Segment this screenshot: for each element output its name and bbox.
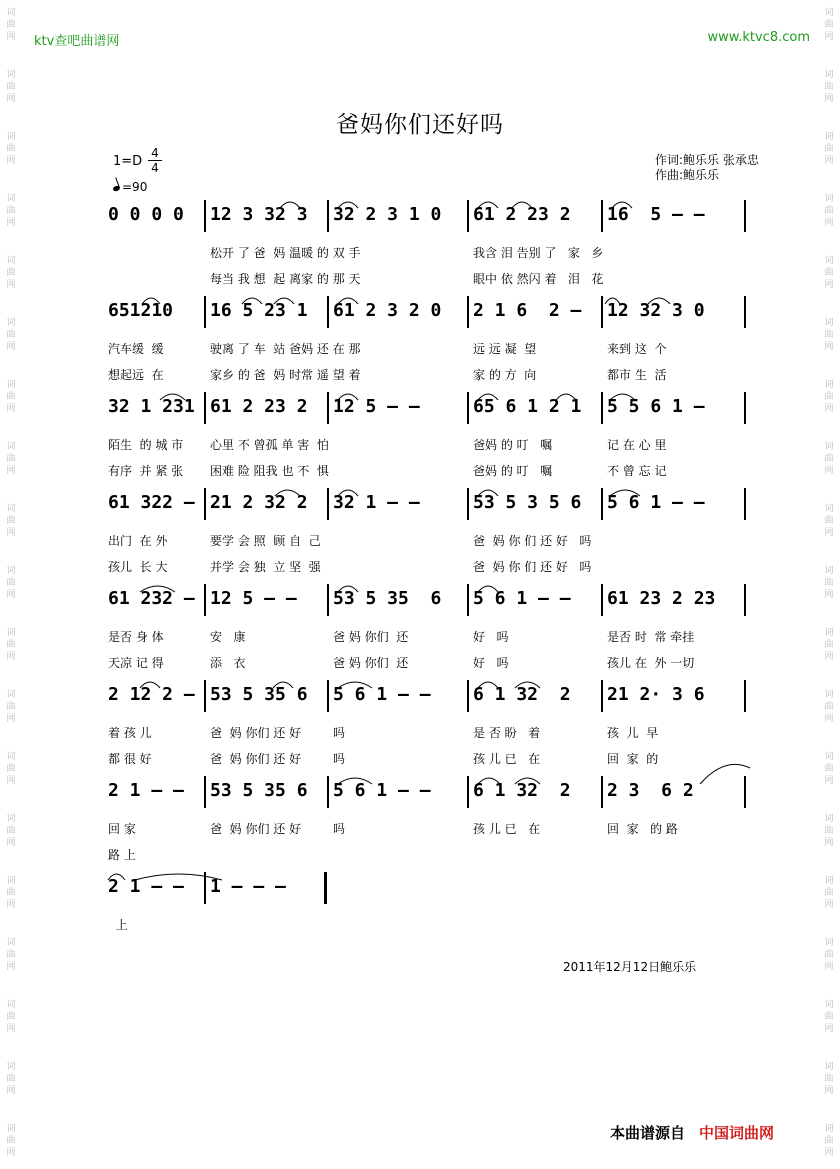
slur-arc [280,202,300,208]
watermark-char: 曲 [824,268,834,278]
watermark-char: 网 [824,962,834,972]
lyric-segment: 上 [108,918,128,932]
slur-arc [338,682,372,688]
watermark-char: 曲 [6,764,16,774]
watermark-char: 词 [6,752,16,762]
measure-notes: 32 1 231 [108,396,195,417]
watermark-char: 网 [824,94,834,104]
watermark-char: 曲 [6,144,16,154]
watermark-char: 曲 [6,206,16,216]
watermark-char: 词 [824,752,834,762]
watermark-char: 网 [824,466,834,476]
watermark-char: 网 [6,900,16,910]
watermark-char: 曲 [824,826,834,836]
measure-notes: 5 6 1 — — [607,492,705,513]
watermark-char: 词 [6,70,16,80]
lyric-segment: 要学 会 照 顾 自 己 [210,534,321,548]
key-signature: 1=D [113,154,143,169]
watermark-char: 网 [824,1024,834,1034]
measure-notes: 2 1 6 2 — [473,300,582,321]
watermark-char: 词 [824,380,834,390]
tempo-value: =90 [122,180,148,194]
lyric-segment: 孩 儿 已 在 [473,822,541,836]
lyric-segment: 好 吗 [473,656,509,670]
measure-notes: 61 232 — [108,588,195,609]
lyric-segment: 家乡 的 爸 妈 时常 遥 望 着 [210,368,361,382]
watermark-char: 网 [824,404,834,414]
watermark-char: 词 [6,938,16,948]
watermark-char: 曲 [824,516,834,526]
watermark-char: 曲 [824,144,834,154]
slur-arc [338,586,358,592]
lyric-segment: 每当 我 想 起 离家 的 那 天 [210,272,361,286]
lyric-segment: 爸 妈 你们 还 [333,656,409,670]
watermark-char: 网 [824,218,834,228]
watermark-char: 网 [6,218,16,228]
lyric-segment: 想起远 在 [108,368,164,382]
watermark-char: 词 [824,566,834,576]
measure-notes: 12 5 — — [333,396,420,417]
measure-notes: 53 5 35 6 [210,684,308,705]
watermark-char: 曲 [6,82,16,92]
time-bottom: 4 [148,160,162,175]
slur-arc [338,490,358,496]
lyric-segment: 安 康 [210,630,246,644]
lyric-segment: 都市 生 活 [607,368,667,382]
measure-notes: 6 1 32 2 [473,780,571,801]
lyric-segment: 孩儿 长 大 [108,560,168,574]
footer-source [610,1122,774,1143]
lyric-segment: 是 否 盼 着 [473,726,541,740]
watermark-char: 曲 [6,1074,16,1084]
measure-notes: 53 5 35 6 [333,588,442,609]
watermark-char: 曲 [6,20,16,30]
watermark-char: 词 [824,318,834,328]
watermark-char: 词 [824,70,834,80]
measure-notes: 5 6 1 — — [333,684,431,705]
watermark-char: 词 [824,628,834,638]
time-top: 4 [151,146,159,160]
watermark-char: 曲 [6,702,16,712]
lyric-segment: 远 远 凝 望 [473,342,537,356]
slur-arc [478,394,498,400]
lyric-segment: 爸 妈 你们 还 好 [210,726,302,740]
watermark-char: 网 [824,1086,834,1096]
watermark-char: 词 [6,256,16,266]
watermark-char: 词 [6,442,16,452]
watermark-char: 曲 [6,1136,16,1146]
watermark-char: 曲 [824,330,834,340]
watermark-char: 词 [824,876,834,886]
lyricist: 作词:鲍乐乐 张承忠 [655,153,759,167]
slur-arc [612,202,632,208]
watermark-char: 词 [824,814,834,824]
slur-arc [605,298,620,304]
lyric-segment: 爸 妈 你 们 还 好 吗 [473,534,592,548]
measure-notes: 61 2 23 2 [210,396,308,417]
slur-arc [274,298,294,304]
watermark-char: 曲 [6,888,16,898]
lyric-segment: 不 曾 忘 记 [607,464,667,478]
watermark-char: 网 [824,900,834,910]
measure-notes: 32 1 — — [333,492,420,513]
slur-arc [242,298,262,304]
watermark-char: 网 [6,404,16,414]
watermark-char: 网 [824,280,834,290]
lyric-segment: 记 在 心 里 [607,438,667,452]
watermark-char: 词 [824,1000,834,1010]
lyric-segment: 回 家 的 路 [607,822,678,836]
lyric-segment: 爸 妈 你 们 还 好 吗 [473,560,592,574]
watermark-char: 词 [6,1124,16,1134]
watermark-char: 网 [6,466,16,476]
watermark-char: 曲 [824,888,834,898]
lyric-segment: 驶离 了 车 站 爸妈 还 在 那 [210,342,361,356]
lyric-segment: 孩 儿 早 [607,726,659,740]
watermark-char: 词 [824,256,834,266]
watermark-char: 词 [6,194,16,204]
watermark-char: 词 [6,504,16,514]
watermark-char: 词 [824,690,834,700]
watermark-char: 网 [824,590,834,600]
watermark-char: 词 [6,1000,16,1010]
slur-arc [556,394,576,400]
watermark-char: 曲 [824,1136,834,1146]
watermark-char: 曲 [6,454,16,464]
measure-notes: 5 6 1 — — [333,780,431,801]
measure-notes: 1 — — — [210,876,286,897]
watermark-char: 曲 [824,82,834,92]
lyric-segment: 爸 妈 你们 还 好 [210,822,302,836]
watermark-char: 曲 [824,702,834,712]
measure-notes: 2 12 2 — [108,684,195,705]
slur-arc [515,682,540,688]
slur-arc [140,682,160,688]
watermark-char: 词 [6,132,16,142]
watermark-char: 词 [824,1062,834,1072]
measure-notes: 2 3 6 2 [607,780,694,801]
watermark-char: 网 [6,1024,16,1034]
measure-notes: 61 2 3 2 0 [333,300,442,321]
footer-prefix: 本曲谱源自 [610,1124,686,1142]
measure-notes: 12 5 — — [210,588,297,609]
slur-arc [512,202,532,208]
watermark-char: 词 [824,442,834,452]
lyric-segment: 孩 儿 已 在 [473,752,541,766]
lyric-segment: 爸妈 的 叮 嘱 [473,438,553,452]
lyric-segment: 是否 时 常 牵挂 [607,630,695,644]
slur-arc [338,298,358,304]
watermark-char: 网 [824,1148,834,1158]
footer-brand[interactable]: 中国词曲网 [699,1124,775,1142]
watermark-char: 词 [6,380,16,390]
slur-arc [478,778,500,784]
watermark-char: 网 [6,1148,16,1158]
watermark-char: 曲 [6,578,16,588]
watermark-char: 曲 [824,1074,834,1084]
watermark-char: 曲 [824,206,834,216]
slur-arc [478,490,498,496]
composer: 作曲:鲍乐乐 [655,168,720,182]
watermark-char: 曲 [6,826,16,836]
watermark-char: 词 [6,690,16,700]
lyric-segment: 心里 不 曾孤 单 害 怕 [210,438,329,452]
lyric-segment: 眼中 依 然闪 着 泪 花 [473,272,604,286]
date-signature: 2011年12月12日鲍乐乐 [563,960,697,974]
watermark-char: 曲 [824,20,834,30]
watermark-char: 词 [6,1062,16,1072]
watermark-char: 曲 [824,578,834,588]
slur-arc [478,682,498,688]
measure-notes: 12 3 32 3 [210,204,308,225]
watermark-char: 词 [6,876,16,886]
watermark-char: 网 [6,280,16,290]
watermark-char: 词 [824,1124,834,1134]
lyric-segment: 我含 泪 告别 了 家 乡 [473,246,604,260]
measure-notes: 651210 [108,300,174,321]
slur-arc [135,874,222,880]
measure-notes: 61 322 — [108,492,195,513]
lyric-segment: 松开 了 爸 妈 温暖 的 双 手 [210,246,361,260]
slur-arc [338,778,372,784]
lyric-segment: 吗 [333,752,346,766]
lyric-segment: 来到 这 个 [607,342,667,356]
measure-notes: 12 32 3 0 [607,300,705,321]
header-left-site[interactable]: ktv查吧曲谱网 [34,34,120,49]
watermark-char: 曲 [824,640,834,650]
watermark-char: 网 [6,156,16,166]
slur-arc [142,298,160,304]
measure-notes: 21 2 32 2 [210,492,308,513]
lyric-segment: 出门 在 外 [108,534,168,548]
measure-notes: 5 6 1 — — [473,588,571,609]
measure-notes: 16 5 23 1 [210,300,308,321]
watermark-char: 曲 [6,640,16,650]
watermark-char: 网 [6,94,16,104]
lyric-segment: 吗 [333,822,346,836]
lyric-segment: 天凉 记 得 [108,656,164,670]
slur-arc [610,490,640,496]
lyric-segment: 爸妈 的 叮 嘱 [473,464,553,478]
watermark-char: 曲 [6,516,16,526]
song-title: 爸妈你们还好吗 [336,112,504,138]
slur-arc [478,202,498,208]
watermark-char: 网 [6,652,16,662]
lyric-segment: 孩儿 在 外 一切 [607,656,695,670]
watermark-char: 网 [6,1086,16,1096]
watermark-char: 网 [6,838,16,848]
lyric-segment: 有序 并 紧 张 [108,464,184,478]
header-right-site[interactable]: www.ktvc8.com [707,30,810,45]
watermark-char: 曲 [6,330,16,340]
watermark-char: 网 [6,962,16,972]
slur-arc [338,202,358,208]
watermark-char: 词 [824,194,834,204]
watermark-char: 词 [824,132,834,142]
watermark-char: 词 [6,318,16,328]
slur-arc [160,394,185,400]
watermark-char: 网 [824,652,834,662]
measure-notes: 61 23 2 23 [607,588,716,609]
watermark-char: 网 [824,838,834,848]
lyric-segment: 着 孩 儿 [108,726,152,740]
watermark-char: 曲 [6,268,16,278]
measure-notes: 61 2 23 2 [473,204,571,225]
slur-arc [515,778,540,784]
slur-arc [700,764,750,784]
watermark-char: 曲 [824,454,834,464]
watermark-char: 网 [6,714,16,724]
measure-notes: 5 5 6 1 — [607,396,705,417]
watermark-char: 网 [824,32,834,42]
slur-arc [338,394,358,400]
watermark-char: 曲 [6,950,16,960]
watermark-char: 曲 [6,1012,16,1022]
watermark-char: 词 [824,504,834,514]
lyric-segment: 好 吗 [473,630,509,644]
lyric-segment: 路 上 [108,848,136,862]
watermark-char: 网 [6,528,16,538]
slur-arc [275,490,300,496]
slur-arc [108,874,125,880]
lyric-segment: 添 衣 [210,656,246,670]
measure-notes: 65 6 1 2 1 [473,396,582,417]
slur-arc [478,586,498,592]
watermark-char: 词 [824,8,834,18]
measure-notes: 2 1 — — [108,876,184,897]
lyric-segment: 都 很 好 [108,752,152,766]
watermark-char: 曲 [824,1012,834,1022]
watermark-char: 网 [824,528,834,538]
lyric-segment: 陌生 的 城 市 [108,438,184,452]
watermark-char: 网 [824,776,834,786]
watermark-char: 网 [824,156,834,166]
measure-notes: 16 5 — — [607,204,705,225]
slur-arc [648,298,670,304]
slur-arc [140,586,175,592]
watermark-char: 词 [6,566,16,576]
watermark-char: 网 [6,776,16,786]
watermark-char: 网 [824,714,834,724]
lyric-segment: 并学 会 独 立 坚 强 [210,560,321,574]
watermark-char: 词 [6,814,16,824]
watermark-char: 词 [824,938,834,948]
lyric-segment: 困难 险 阻我 也 不 惧 [210,464,329,478]
watermark-char: 曲 [6,392,16,402]
watermark-char: 网 [824,342,834,352]
slur-arc [610,394,635,400]
measure-notes: 21 2· 3 6 [607,684,705,705]
watermark-char: 词 [6,8,16,18]
watermark-char: 曲 [824,950,834,960]
lyric-segment: 爸 妈 你们 还 好 [210,752,302,766]
watermark-char: 网 [6,32,16,42]
measure-notes: 6 1 32 2 [473,684,571,705]
lyric-segment: 爸 妈 你们 还 [333,630,409,644]
watermark-char: 曲 [824,392,834,402]
measure-notes: 32 2 3 1 0 [333,204,442,225]
slur-arc [273,682,293,688]
lyric-segment: 是否 身 体 [108,630,164,644]
lyric-segment: 回 家 [108,822,136,836]
measure-notes: 53 5 35 6 [210,780,308,801]
watermark-char: 网 [6,590,16,600]
measure-notes: 53 5 3 5 6 [473,492,582,513]
measure-notes: 2 1 — — [108,780,184,801]
lyric-segment: 汽车缓 缓 [108,342,164,356]
lyric-segment: 回 家 的 [607,752,659,766]
watermark-char: 网 [6,342,16,352]
watermark-char: 词 [6,628,16,638]
watermark-char: 曲 [824,764,834,774]
measure-notes: 0 0 0 0 [108,204,184,225]
lyric-segment: 家 的 方 向 [473,368,537,382]
lyric-segment: 吗 [333,726,346,740]
